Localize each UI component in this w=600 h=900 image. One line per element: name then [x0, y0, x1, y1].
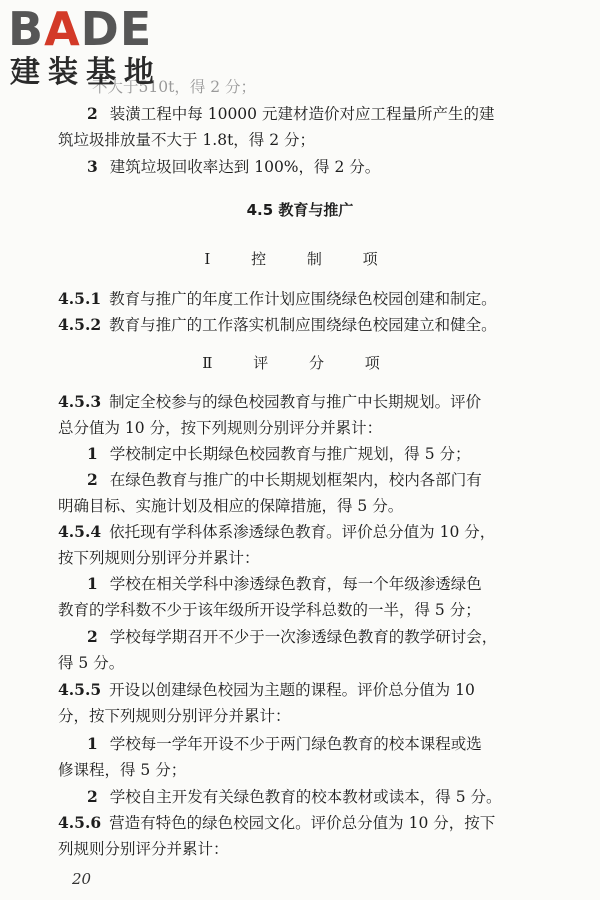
- clause-4-5-4-item-1-cont: 教育的学科数不少于该年级所开设学科总数的一半，得 5 分；: [58, 601, 481, 619]
- item-2: 2 装潢工程中每 10000 元建材造价对应工程量所产生的建: [87, 104, 495, 123]
- logo-subtitle: 建装基地: [10, 55, 162, 90]
- clause-4-5-5-item-1-cont: 修课程，得 5 分；: [58, 761, 187, 779]
- logo-wordmark: BADE: [8, 2, 153, 56]
- clause-4-5-5-cont: 分，按下列规则分别评分并累计：: [58, 707, 291, 725]
- item-3: 3 建筑垃圾回收率达到 100%，得 2 分。: [87, 157, 381, 176]
- section-title: 4.5 教育与推广: [246, 201, 354, 219]
- clause-4-5-5: 4.5.5 开设以创建绿色校园为主题的课程。评价总分值为 10: [58, 680, 475, 699]
- clause-4-5-6: 4.5.6 营造有特色的绿色校园文化。评价总分值为 10 分，按下: [58, 813, 496, 832]
- page-number: 20: [72, 870, 92, 888]
- clause-4-5-4-item-2-cont: 得 5 分。: [58, 654, 125, 672]
- clause-4-5-5-item-2: 2 学校自主开发有关绿色教育的校本教材或读本，得 5 分。: [87, 787, 502, 806]
- clause-4-5-3-item-1: 1 学校制定中长期绿色校园教育与推广规划，得 5 分；: [87, 444, 471, 463]
- score-items-heading: Ⅱ 评 分 项: [202, 354, 398, 372]
- clause-4-5-3-item-2-cont: 明确目标、实施计划及相应的保障措施，得 5 分。: [58, 497, 404, 515]
- clause-4-5-4: 4.5.4 依托现有学科体系渗透绿色教育。评价总分值为 10 分，: [58, 522, 496, 541]
- item-2-cont: 筑垃圾排放量不大于 1.8t，得 2 分；: [58, 131, 316, 149]
- clause-4-5-4-cont: 按下列规则分别评分并累计：: [58, 549, 260, 567]
- clause-4-5-3: 4.5.3 制定全校参与的绿色校园教育与推广中长期规划。评价: [58, 392, 482, 411]
- clause-4-5-3-cont: 总分值为 10 分，按下列规则分别评分并累计：: [58, 419, 383, 437]
- clause-4-5-3-item-2: 2 在绿色教育与推广的中长期规划框架内，校内各部门有: [87, 470, 482, 489]
- clause-4-5-4-item-2: 2 学校每学期召开不少于一次渗透绿色教育的教学研讨会，: [87, 627, 498, 646]
- clause-4-5-1: 4.5.1 教育与推广的年度工作计划应围绕绿色校园创建和制定。: [58, 289, 497, 308]
- continued-item-1: 不大于510t，得 2 分；: [92, 78, 257, 96]
- clause-4-5-6-cont: 列规则分别评分并累计：: [58, 840, 229, 858]
- control-items-heading: Ⅰ 控 制 项: [204, 250, 396, 268]
- watermark-logo: [8, 4, 178, 94]
- clause-4-5-2: 4.5.2 教育与推广的工作落实机制应围绕绿色校园建立和健全。: [58, 315, 497, 334]
- clause-4-5-4-item-1: 1 学校在相关学科中渗透绿色教育，每一个年级渗透绿色: [87, 574, 482, 593]
- clause-4-5-5-item-1: 1 学校每一学年开设不少于两门绿色教育的校本课程或选: [87, 734, 482, 753]
